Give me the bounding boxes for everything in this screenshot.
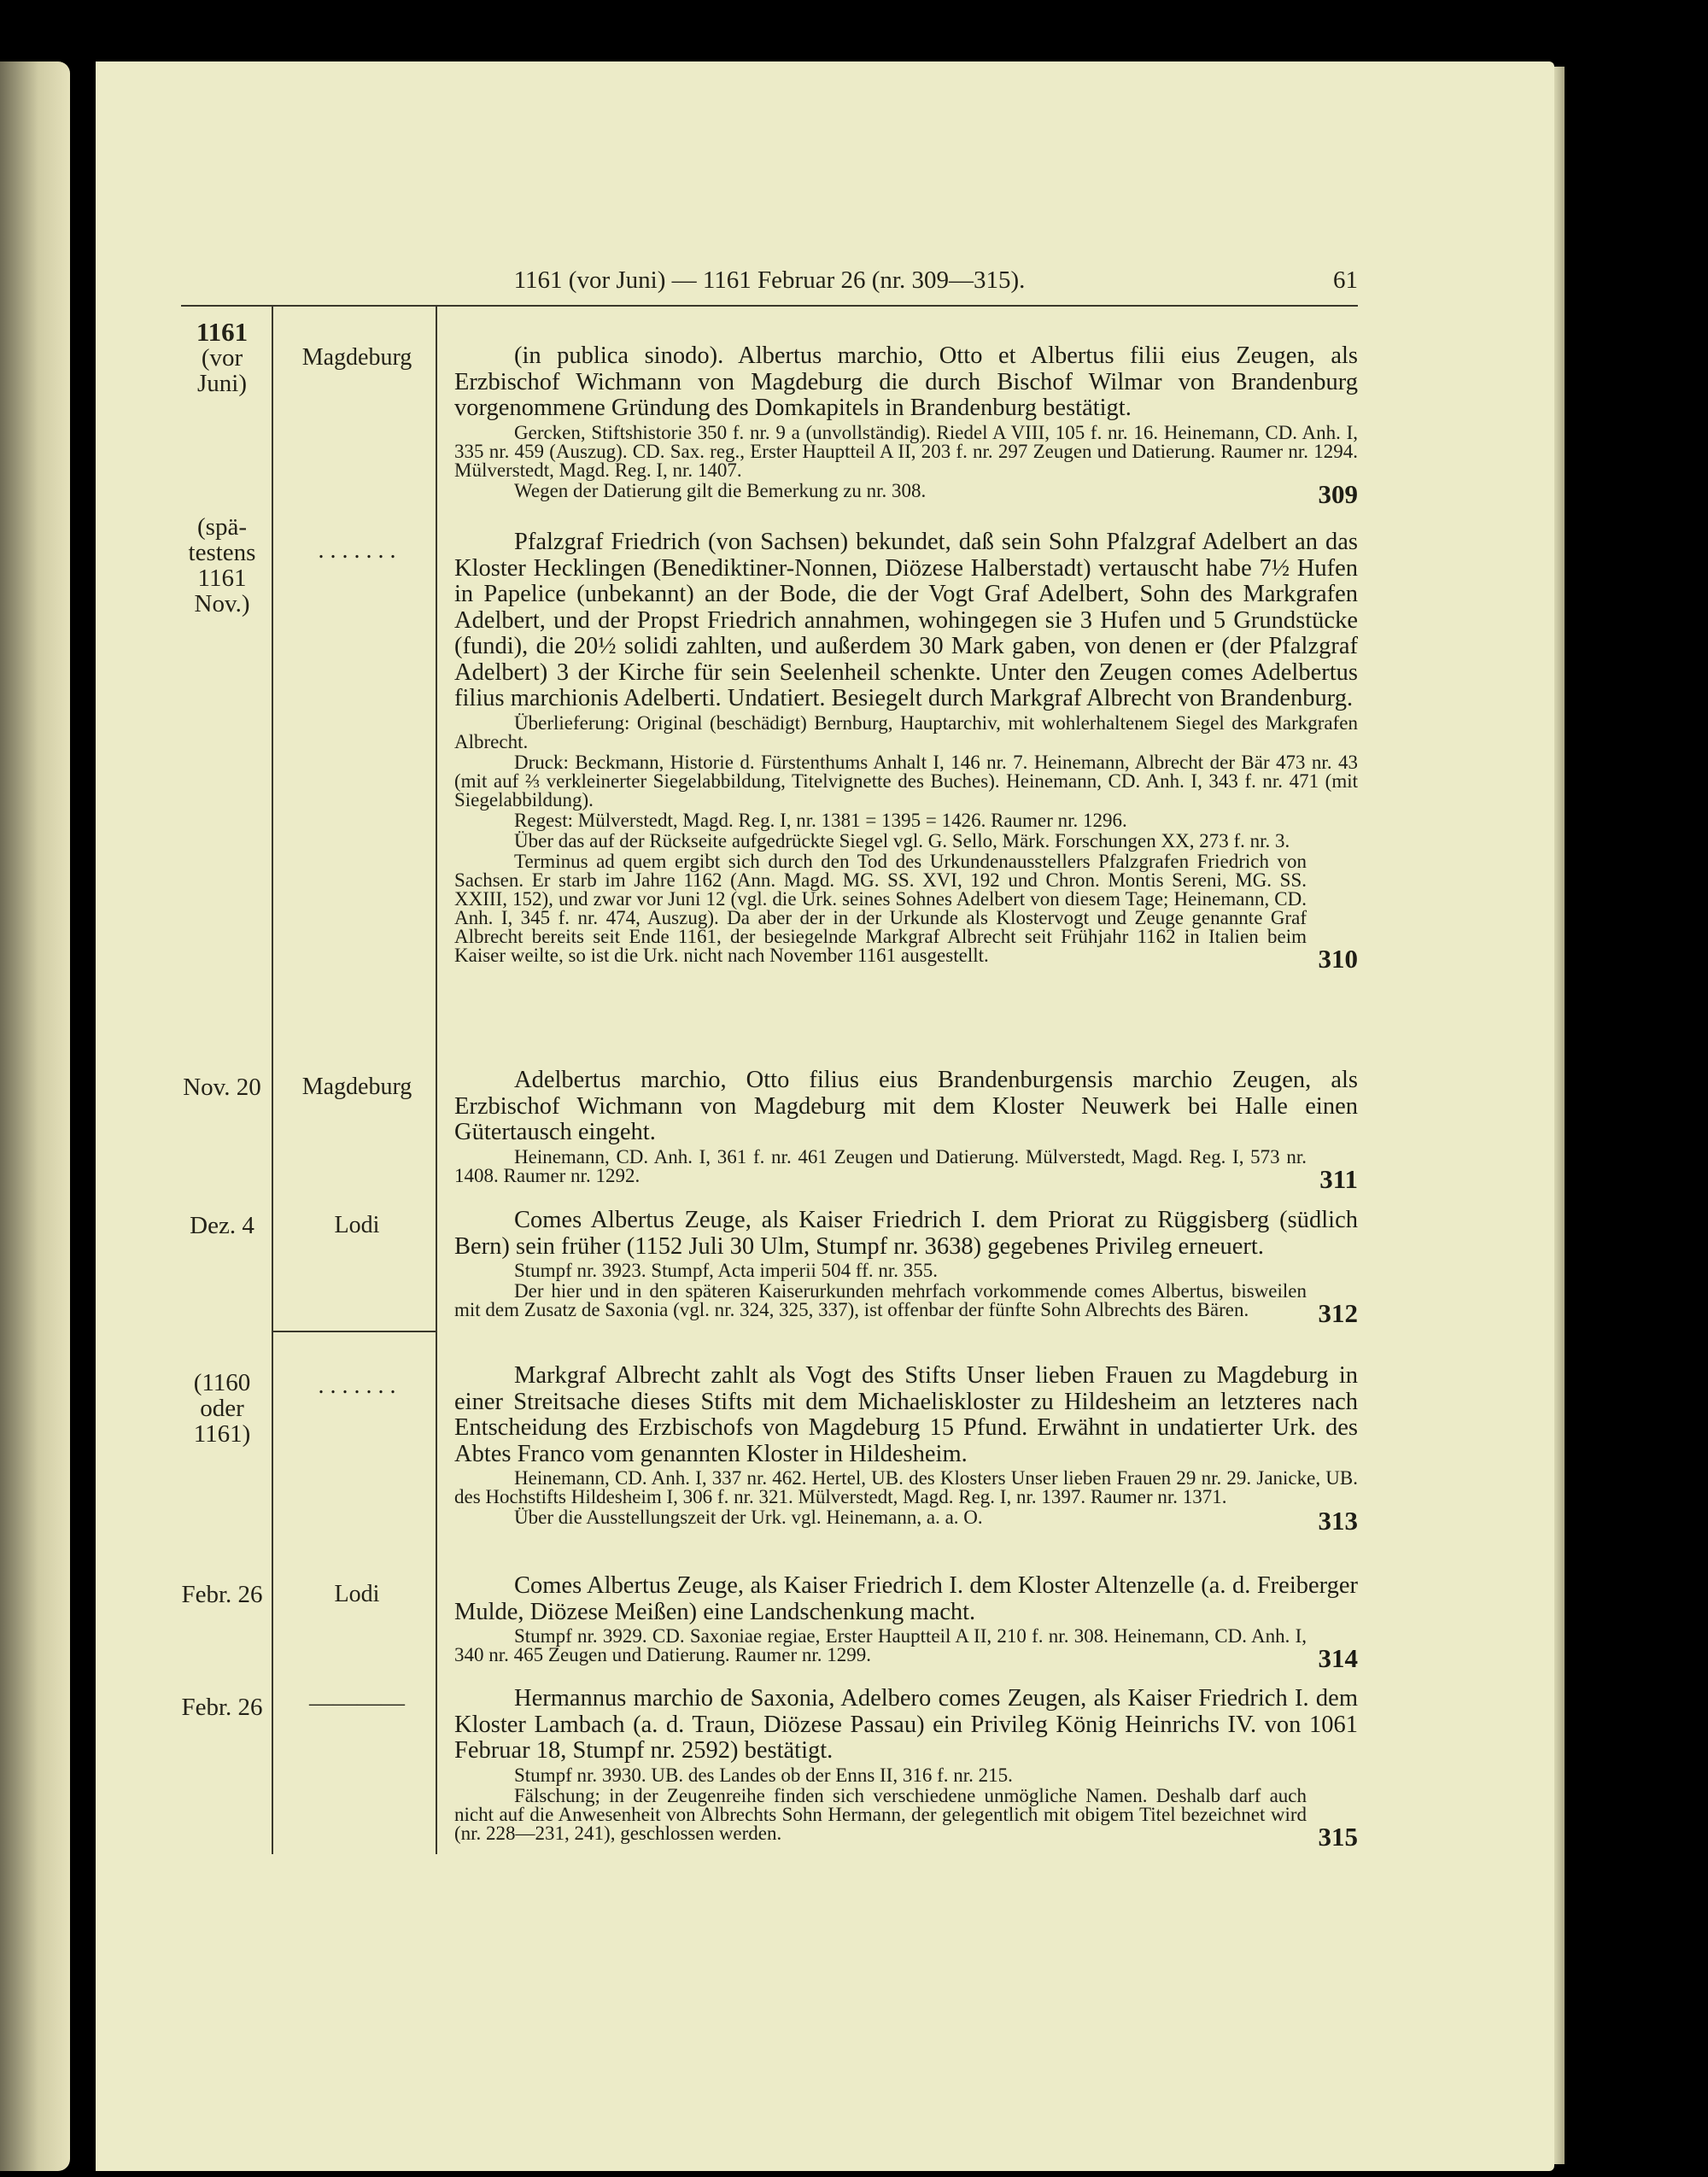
header-rule	[181, 305, 1358, 307]
note-text: Stumpf nr. 3923. Stumpf, Acta imperii 504 ff. nr. 355.	[514, 1260, 938, 1281]
entry-number: 315	[1318, 1821, 1358, 1852]
note-text: Über das auf der Rückseite aufgedrückte Siegel vgl. G. Sello, Märk. Forschungen XX, 273 f. nr. 3.	[514, 829, 1290, 851]
entry-date: (spä- testens 1161 Nov.)	[188, 513, 256, 617]
entry-place: ————	[309, 1690, 405, 1717]
note-text: Stumpf nr. 3930. UB. des Landes ob der Enns II, 316 f. nr. 215.	[514, 1764, 1013, 1786]
regest-text: Markgraf Albrecht zahlt als Vogt des Stifts Unser lieben Frauen zu Magdeburg in einer Streitsache dieses Stifts mit dem Michaeliskloster zu Hildesheim an letzteres nach Entscheidung des Erzbischofs von Magdeburg 15 Pfund. Erwähnt in undatierter Urk. des Abtes Franco vom genannten Kloster in Hildesheim.	[454, 1362, 1358, 1467]
page-number: 61	[1333, 266, 1358, 294]
entry-place: . . . . . . .	[318, 537, 396, 564]
entry-place: . . . . . . .	[318, 1372, 396, 1399]
column-rule-place	[436, 307, 437, 1854]
note-text: Stumpf nr. 3929. CD. Saxoniae regiae, Erster Hauptteil A II, 210 f. nr. 308. Heinemann, CD. Anh. I, 340 nr. 465 Zeugen und Datierung. Raumer nr. 1299. 314	[454, 1625, 1358, 1673]
facing-page-edge	[0, 61, 70, 2171]
entry-313	[454, 1362, 1358, 1536]
entry-place: Lodi	[334, 1212, 380, 1238]
note-text: Regest: Mülverstedt, Magd. Reg. I, nr. 1381 = 1395 = 1426. Raumer nr. 1296.	[514, 809, 1127, 831]
note-text: Gercken, Stiftshistorie 350 f. nr. 9 a (unvollständig). Riedel A VIII, 105 f. nr. 16. Heinemann, CD. Anh. I, 335 nr. 459 (Auszug). CD. Sax. reg., Erster Hauptteil A II, 203 f. nr. 297 Zeugen und Datierung. Raumer nr. 1294. Mülverstedt, Magd. Reg. I, nr. 1407.	[454, 421, 1358, 481]
entry-date: Dez. 4	[190, 1212, 254, 1239]
entry-number: 314	[1318, 1643, 1358, 1673]
note-text: Fälschung; in der Zeugenreihe finden sich verschiedene unmögliche Namen. Deshalb darf auch nicht auf die Anwesenheit von Albrechts Sohn Hermann, der gelegentlich mit obigem Titel bezeichnet wird (nr. 228—231, 241), geschlossen werden. 315	[454, 1784, 1358, 1852]
regest-text: Pfalzgraf Friedrich (von Sachsen) bekundet, daß sein Sohn Pfalzgraf Adelbert an das Kloster Hecklingen (Benediktiner-Nonnen, Diözese Halberstadt) vertauscht habe 7½ Hufen in Papelice (unbekannt) an der Bode, die der Vogt Graf Adelbert, Sohn des Markgrafen Adelbert, und der Propst Friedrich annahmen, wohingegen sie 3 Hufen und 5 Grundstücke (fundi), die 20½ solidi zahlten, und außerdem 30 Mark gaben, von denen er (der Pfalzgraf Adelbert) 3 der Kirche für sein Seelenheil schenkte. Unter den Zeugen comes Adelbertus filius marchionis Adelberti. Undatiert. Besiegelt durch Markgraf Albrecht von Brandenburg.	[454, 529, 1358, 711]
entry-309	[454, 342, 1358, 509]
note-text: Terminus ad quem ergibt sich durch den Tod des Urkundenausstellers Pfalzgrafen Friedrich von Sachsen. Er starb im Jahre 1162 (Ann. Magd. MG. SS. XVI, 192 und Chron. Montis Sereni, MG. SS. XXIII, 152), und zwar vor Juni 12 (vgl. die Urk. seines Sohnes Adelbert von diesem Tage; Heinemann, CD. Anh. I, 345 f. nr. 474, Auszug). Da aber der in der Urkunde als Klostervogt und Zeuge genannte Graf Albrecht bereits seit Ende 1161, der besiegelnde Markgraf Albrecht seit Frühjahr 1162 in Italien beim Kaiser weilte, so ist die Urk. nicht nach November 1161 ausgestellt. 310	[454, 850, 1358, 974]
entry-number: 311	[1319, 1163, 1358, 1194]
entry-number: 309	[1318, 478, 1358, 509]
entry-315	[454, 1685, 1358, 1852]
regest-text: Comes Albertus Zeuge, als Kaiser Friedrich I. dem Kloster Altenzelle (a. d. Freiberger Mulde, Diözese Meißen) eine Landschenkung macht.	[454, 1572, 1358, 1625]
page-fore-edge	[1554, 67, 1565, 2164]
regest-text: Hermannus marchio de Saxonia, Adelbero comes Zeugen, als Kaiser Friedrich I. dem Kloster Lambach (a. d. Traun, Diözese Passau) ein Privileg König Heinrichs IV. von 1061 Februar 18, Stumpf nr. 2592) bestätigt.	[454, 1685, 1358, 1764]
column-rule-date	[272, 307, 273, 1854]
entry-number: 312	[1318, 1298, 1358, 1328]
running-head	[181, 266, 1358, 304]
entry-311	[454, 1067, 1358, 1194]
entry-place: Lodi	[334, 1581, 380, 1607]
entry-312	[454, 1207, 1358, 1328]
note-text: Heinemann, CD. Anh. I, 337 nr. 462. Hertel, UB. des Klosters Unser lieben Frauen 29 nr. 29. Janicke, UB. des Hochstifts Hildesheim I, 306 f. nr. 321. Mülverstedt, Magd. Reg. I, nr. 1397. Raumer nr. 1371.	[454, 1467, 1358, 1507]
entry-date: (1160 oder 1161)	[193, 1369, 251, 1448]
entry-date: 1161 (vor Juni)	[196, 317, 249, 397]
note-text: Wegen der Datierung gilt die Bemerkung zu nr. 308. 309	[514, 478, 1358, 509]
note-text: Über die Ausstellungszeit der Urk. vgl. Heinemann, a. a. O. 313	[514, 1506, 1358, 1536]
entry-date: Nov. 20	[183, 1074, 261, 1101]
page-title: 1161 (vor Juni) — 1161 Februar 26 (nr. 309—315).	[513, 266, 1026, 294]
entry-place: Magdeburg	[301, 1074, 412, 1100]
regest-text: Comes Albertus Zeuge, als Kaiser Friedrich I. dem Priorat zu Rüggisberg (südlich Bern) sein früher (1152 Juli 30 Ulm, Stumpf nr. 3638) gegebenes Privileg erneuert.	[454, 1207, 1358, 1260]
note-text: Der hier und in den späteren Kaiserurkunden mehrfach vorkommende comes Albertus, bisweilen mit dem Zusatz de Saxonia (vgl. nr. 324, 325, 337), ist offenbar der fünfte Sohn Albrechts des Bären. 312	[454, 1280, 1358, 1328]
entry-310	[454, 529, 1358, 974]
note-text: Heinemann, CD. Anh. I, 361 f. nr. 461 Zeugen und Datierung. Mülverstedt, Magd. Reg. I, 573 nr. 1408. Raumer nr. 1292. 311	[454, 1145, 1358, 1194]
regest-text: Adelbertus marchio, Otto filius eius Brandenburgensis marchio Zeugen, als Erzbischof Wichmann von Magdeburg mit dem Kloster Neuwerk bei Halle einen Gütertausch eingeht.	[454, 1067, 1358, 1145]
regest-text: (in publica sinodo). Albertus marchio, Otto et Albertus filii eius Zeugen, als Erzbischof Wichmann von Magdeburg die durch Bischof Wilmar von Brandenburg vorgenommene Gründung des Domkapitels in Brandenburg bestätigt.	[454, 342, 1358, 421]
entry-number: 310	[1318, 943, 1358, 974]
entry-place: Magdeburg	[301, 344, 412, 371]
note-text: Überlieferung: Original (beschädigt) Bernburg, Hauptarchiv, mit wohlerhaltenem Siegel des Markgrafen Albrecht.	[454, 711, 1358, 752]
entry-date: Febr. 26	[181, 1694, 263, 1721]
note-text: Druck: Beckmann, Historie d. Fürstenthums Anhalt I, 146 nr. 7. Heinemann, Albrecht der Bär 473 nr. 43 (mit auf ⅔ verkleinerter Siegelabbildung, Titelvignette des Buches). Heinemann, CD. Anh. I, 343 f. nr. 471 (mit Siegelabbildung).	[454, 751, 1358, 811]
entry-314	[454, 1572, 1358, 1673]
entry-number: 313	[1318, 1506, 1358, 1536]
entry-date: Febr. 26	[181, 1581, 263, 1608]
row-separator	[273, 1331, 436, 1332]
